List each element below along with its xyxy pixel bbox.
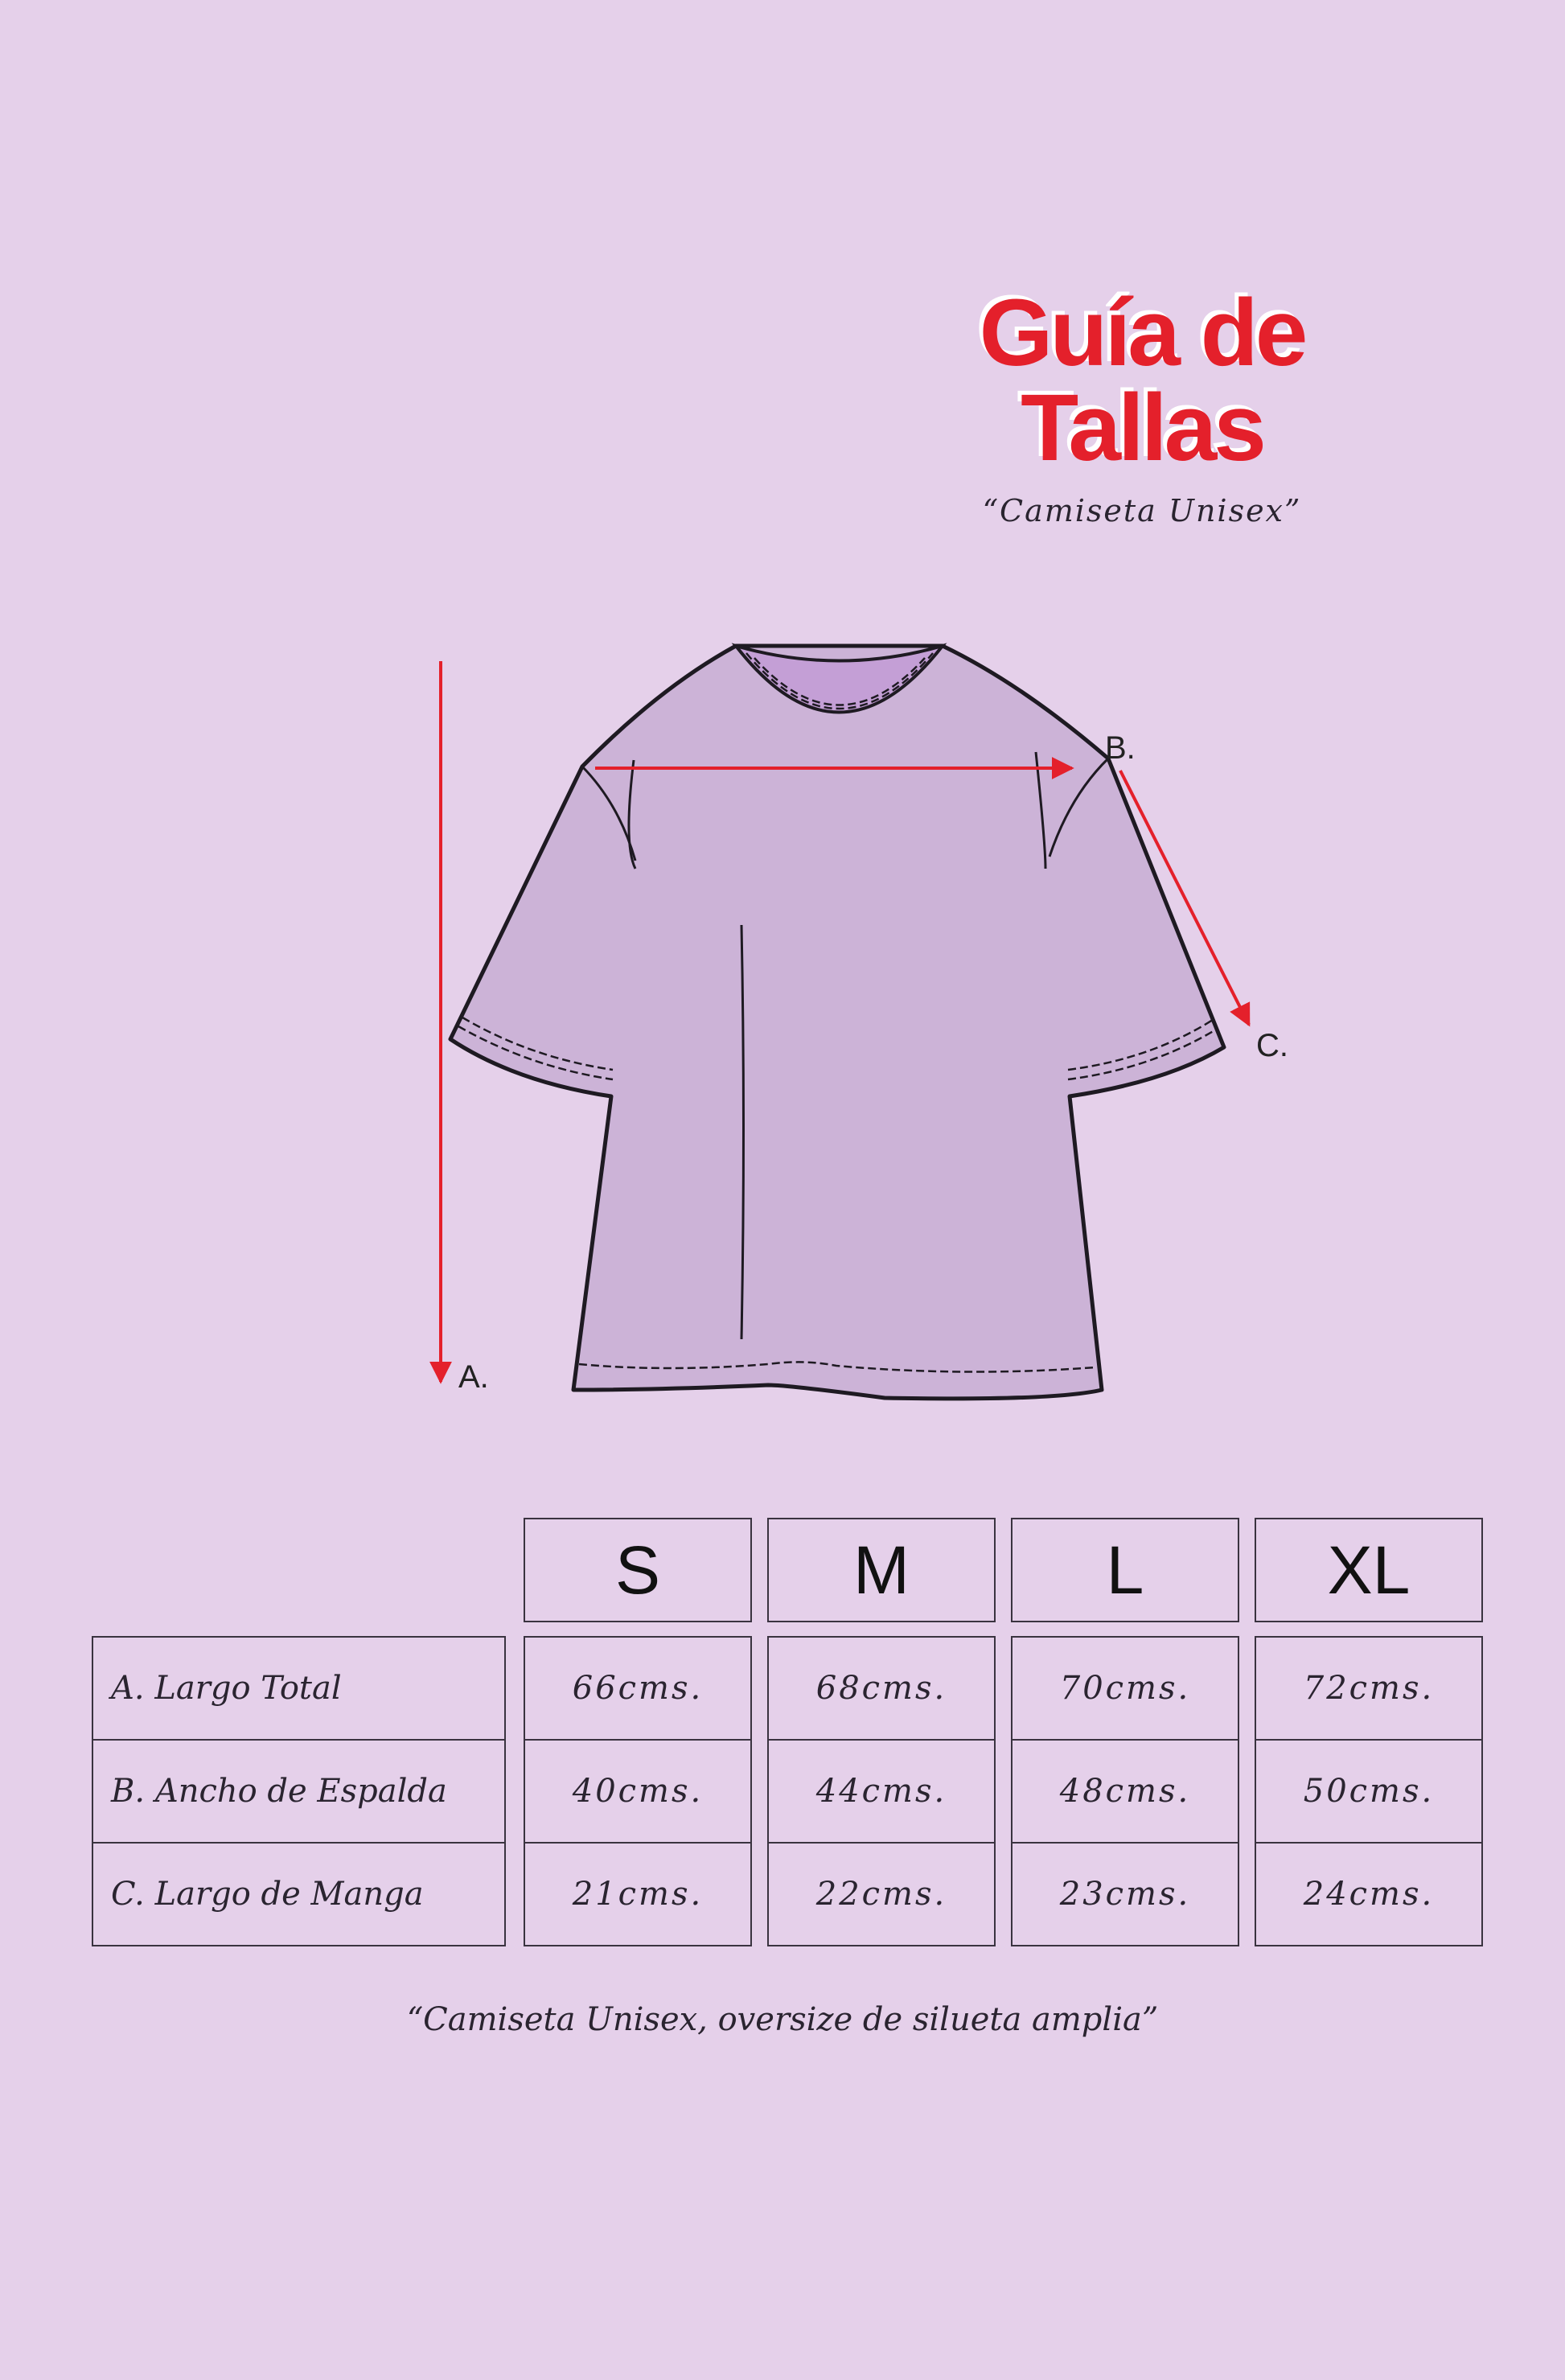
row-label-largo-total: A. Largo Total [92, 1636, 506, 1741]
label-a: A. [458, 1359, 489, 1395]
label-b: B. [1105, 730, 1136, 766]
value-cell: 68cms. [767, 1636, 996, 1741]
page-subtitle: “Camiseta Unisex” [982, 493, 1302, 528]
value-cell: 48cms. [1011, 1739, 1239, 1844]
page-title: Guía de Tallas [979, 280, 1305, 481]
row-label-ancho-espalda: B. Ancho de Espalda [92, 1739, 506, 1844]
size-header-m: M [767, 1518, 996, 1622]
size-header-s: S [524, 1518, 752, 1622]
value-cell: 24cms. [1255, 1842, 1483, 1946]
value-cell: 70cms. [1011, 1636, 1239, 1741]
size-header-xl: XL [1255, 1518, 1483, 1622]
label-c: C. [1256, 1028, 1288, 1063]
value-cell: 21cms. [524, 1842, 752, 1946]
row-label-largo-manga: C. Largo de Manga [92, 1842, 506, 1946]
value-cell: 50cms. [1255, 1739, 1483, 1844]
value-cell: 22cms. [767, 1842, 996, 1946]
value-cell: 66cms. [524, 1636, 752, 1741]
value-cell: 44cms. [767, 1739, 996, 1844]
value-cell: 23cms. [1011, 1842, 1239, 1946]
value-cell: 72cms. [1255, 1636, 1483, 1741]
footer-note: “Camiseta Unisex, oversize de silueta amplia” [406, 2001, 1159, 2038]
value-cell: 40cms. [524, 1739, 752, 1844]
size-header-l: L [1011, 1518, 1239, 1622]
